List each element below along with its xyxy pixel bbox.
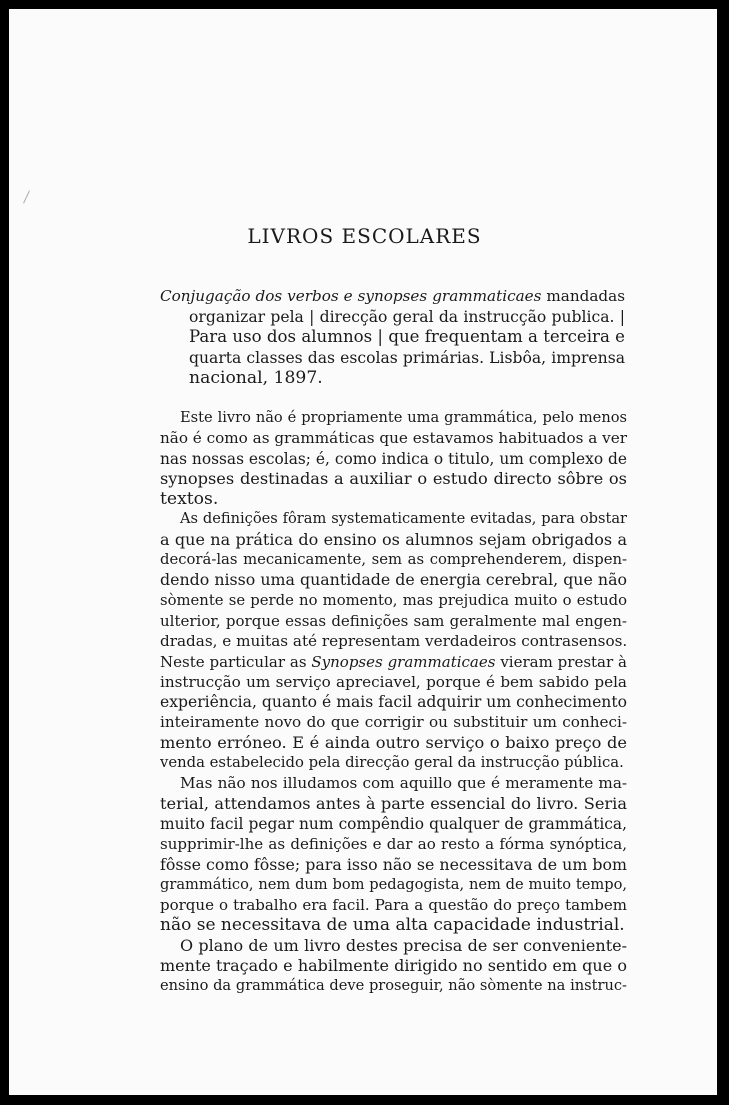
text-line: mento erróneo. E é ainda outro serviço o baixo preço de [160,732,627,752]
text-line: não é como as grammáticas que estavamos habituados a ver [160,429,627,448]
text-line: As definições fôram systematicamente evitadas, para obstar [180,510,627,528]
text-line: venda estabelecido pela direcção geral da instrucção pública. [160,754,624,772]
text-line: a que na prática do ensino os alumnos sejam obrigados a [160,529,627,549]
text-line: sòmente se perde no momento, mas prejudica muito o estudo [160,591,627,609]
text-line: terial, attendamos antes à parte essencial do livro. Seria [160,793,627,813]
text-line: grammático, nem dum bom pedagogista, nem de muito tempo, [160,875,627,893]
body-text [160,408,627,997]
text-line: Este livro não é propriamente uma grammática, pelo menos [180,409,627,426]
text-line: decorá-las mecanicamente, sem as comprehenderem, dispen- [160,551,627,569]
text-line: fôsse como fôsse; para isso não se necessitava de um bom [160,854,627,874]
reference-line: organizar pela | direcção geral da instrucção publica. | [189,307,625,326]
reference-title: Conjugação dos verbos e synopses grammaticaes [160,287,542,305]
text-line: textos. [160,489,219,510]
text-line: porque o trabalho era facil. Para a questão do preço tambem [160,896,627,915]
text-line: synopses destinadas a auxiliar o estudo directo sôbre os [160,468,627,488]
text-line: dradas, e muitas até representam verdadeiros contrasensos. [160,632,628,651]
reference-line: Conjugação dos verbos e synopses grammaticaes mandadas [160,287,625,305]
reference-line: nacional, 1897. [189,368,323,388]
text-line: ulterior, porque essas definições sam geralmente mal engen- [160,611,627,630]
text-line: supprimir-lhe as definições e dar ao resto a fórma synóptica, [160,835,627,854]
text-line: muito facil pegar num compêndio qualquer de grammática, [160,814,627,833]
reference-line: quarta classes das escolas primárias. Lisbôa, imprensa [189,348,625,367]
text-line: instrucção um serviço apreciavel, porque é bem sabido pela [160,672,627,691]
text-line: experiência, quanto é mais facil adquirir um conhecimento [160,693,627,712]
text-line: Mas não nos illudamos com aquillo que é meramente ma- [180,774,627,793]
text-line: inteiramente novo do que corrigir ou substituir um conheci- [160,713,627,732]
text-line: O plano de um livro destes precisa de ser conveniente- [180,935,627,955]
text-line: dendo nisso uma quantidade de energia cerebral, que não [160,570,627,590]
section-heading: LIVROS ESCOLARES [247,224,482,248]
text-line: ensino da grammática deve proseguir, não sòmente na instruc- [160,977,627,995]
italic-title: Synopses grammaticaes [311,652,496,671]
text-line: não se necessitava de uma alta capacidade industrial. [160,915,625,936]
text-line: Neste particular as Synopses grammaticaes vieram prestar à [160,652,627,671]
bibliographic-reference [160,286,625,389]
text-line: nas nossas escolas; é, como indica o titulo, um complexo de [160,449,627,468]
reference-line: Para uso dos alumnos | que frequentam a terceira e [189,327,625,346]
text-line: mente traçado e habilmente dirigido no sentido em que o [160,956,627,976]
